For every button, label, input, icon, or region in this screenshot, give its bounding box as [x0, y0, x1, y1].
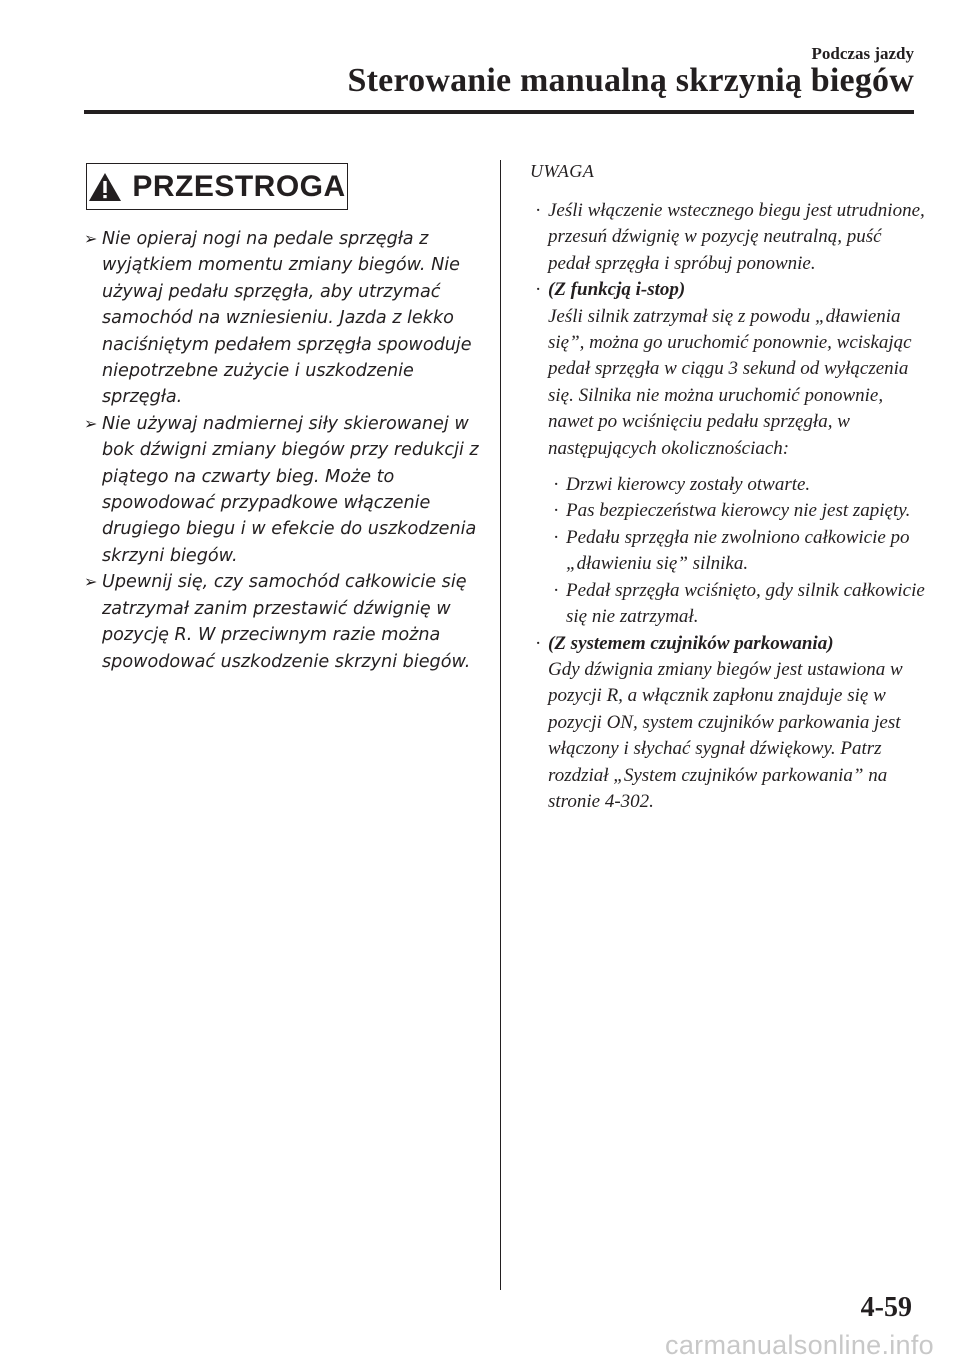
- note-item-heading: (Z systemem czujników parkowania): [548, 632, 834, 654]
- note-item: [530, 277, 925, 630]
- note-item-text: Jeśli włączenie wstecznego biegu jest utrudnione, przesuń dźwignię w pozycję neutralną, puść pedał sprzęgła i spróbuj ponownie.: [548, 200, 925, 274]
- bullet-dot-icon: ·: [553, 579, 560, 601]
- note-subitem-text: Drzwi kierowcy zostały otwarte.: [566, 474, 811, 496]
- note-item-text: Gdy dźwignia zmiany biegów jest ustawiona w pozycji R, a włącznik zapłonu znajduje się w pozycji ON, system czujników parkowania jest włączony i słychać sygnał dźwiękowy. Patrz rozdział „System czujników parkowania” na stronie 4-302.: [548, 658, 903, 812]
- bullet-dot-icon: ·: [535, 632, 542, 654]
- bullet-dot-icon: ·: [553, 474, 560, 496]
- bullet-dot-icon: ·: [535, 200, 542, 221]
- note-subitem-text: Pas bezpieczeństwa kierowcy nie jest zapięty.: [566, 500, 911, 522]
- note-item: [530, 631, 925, 816]
- caution-list: [84, 226, 479, 675]
- warning-triangle-icon: [88, 172, 122, 202]
- note-subitem-text: Pedał sprzęgła wciśnięto, gdy silnik całkowicie się nie zatrzymał.: [566, 579, 925, 628]
- note-subitem: [548, 498, 925, 524]
- caution-box: [86, 163, 348, 210]
- note-list: [530, 198, 925, 815]
- watermark: carmanualsonline.info: [665, 1330, 934, 1360]
- arrow-bullet-icon: ➢: [84, 413, 98, 433]
- caution-title: PRZESTROGA: [132, 169, 346, 203]
- arrow-bullet-icon: ➢: [84, 572, 98, 592]
- note-subitem: [548, 578, 925, 631]
- note-sub-list: [548, 472, 925, 630]
- note-item: [530, 198, 925, 277]
- header-rule: [84, 110, 914, 114]
- caution-item-text: Nie używaj nadmiernej siły skierowanej w bok dźwigni zmiany biegów przy redukcji z piątego na czwarty bieg. Może to spowodować przypadkowe włączenie drugiego biegu i w efekcie do uszkodzenia skrzyni biegów.: [102, 413, 479, 566]
- caution-item: [84, 226, 479, 411]
- note-label: UWAGA: [530, 161, 595, 181]
- bullet-dot-icon: ·: [553, 500, 560, 522]
- page-number: 4-59: [860, 1292, 912, 1323]
- note-item-heading: (Z funkcją i-stop): [548, 279, 686, 301]
- column-divider: [500, 160, 501, 1290]
- bullet-dot-icon: ·: [535, 279, 542, 301]
- caution-item-text: Upewnij się, czy samochód całkowicie się zatrzymał zanim przestawić dźwignię w pozycję R. W przeciwnym razie można spowodować uszkodzenie skrzyni biegów.: [102, 572, 471, 672]
- page-title: Sterowanie manualną skrzynią biegów: [347, 62, 914, 99]
- bullet-dot-icon: ·: [553, 526, 560, 548]
- note-subitem-text: Pedału sprzęgła nie zwolniono całkowicie po „dławieniu się” silnika.: [566, 526, 910, 575]
- caution-item-text: Nie opieraj nogi na pedale sprzęgła z wyjątkiem momentu zmiany biegów. Nie używaj pedału sprzęgła, aby utrzymać samochód na wzniesieniu. Jazda z lekko naciśniętym pedałem sprzęgła spowoduje niepotrzebne zużycie i uszkodzenie sprzęgła.: [102, 229, 472, 408]
- note-item-text: Jeśli silnik zatrzymał się z powodu „dławienia się”, można go uruchomić ponownie, wciskając pedał sprzęgła w ciągu 3 sekund od wyłączenia się. Silnika nie można uruchomić ponownie, nawet po wciśnięciu pedału sprzęgła, w następujących okolicznościach:: [548, 305, 912, 459]
- caution-item: [84, 569, 479, 675]
- caution-item: [84, 411, 479, 569]
- note-subitem: [548, 472, 925, 498]
- header-section: Podczas jazdy: [811, 44, 914, 63]
- arrow-bullet-icon: ➢: [84, 229, 98, 248]
- note-subitem: [548, 525, 925, 578]
